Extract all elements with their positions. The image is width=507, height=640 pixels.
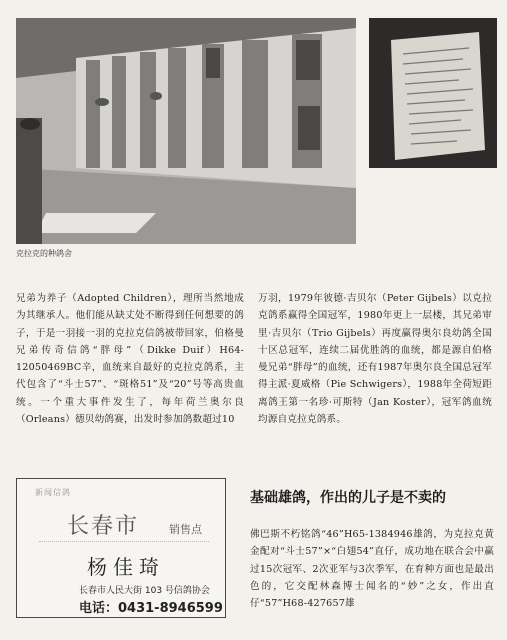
section-heading: 基础雄鸽，作出的儿子是不卖的 [250,490,446,506]
ad-city-title: 长春市 [67,514,140,539]
article-column-bottom [250,526,494,612]
article-column-left [16,290,244,428]
pedigree-document-photo [369,18,497,168]
ad-phone: 电话：0431-8946599 [79,601,223,616]
sales-point-advertisement [16,478,226,618]
article-column-right [258,290,492,428]
ad-logo: 新闻信鸽 [35,488,71,497]
pigeon-loft-illustration [16,18,356,244]
ad-address: 长春市人民大街 103 号信鸽协会 [79,586,210,596]
photo-caption: 克拉克的种鸽舍 [16,249,72,258]
article-paragraph: 万羽，1979年彼德·吉贝尔（Peter Gijbels）以克拉克鸽系赢得全国冠军，1980年更上一层楼，其兄弟审里·吉贝尔（Trio Gijbels）再度赢得奥尔良幼鸽全国十区总冠军，连续二届优胜鸽的血统，都是源自伯格曼兄弟“胖母”的血统，还有1987年奥尔良全国总冠军得主派·夏威格（Pie Schwigers），1988年全荷短距离鸽王第一名珍·可斯特（Jan Koster），冠军鸽血统均源自克拉克鸽系。 [258,293,492,426]
article-paragraph: 兄弟为养子（Adopted Children），理所当然地成为其继承人。他们能从缺丈处不断得到任何想要的鸽子，于是一羽接一羽的克拉克信鸽被带回家，伯格曼兄弟传奇信鸽“胖母”（Dikke Duif）H64-12050469BC辛，血统来自最好的克拉克鸽系，主代包含了“斗士57”、“斑格51”及“20”号等高贵血统。一个重大事件发生了，每年荷兰奥尔良（Orleans）德贝幼鸽赛，出发时参加鸽数超过10 [16,293,244,426]
ad-divider [39,541,209,543]
article-paragraph: 佛巴斯不朽铭鸽“46”H65-1384946雄鸽，为克拉克黄金配对“斗士57”×“白翅54”直仔，成功地在联合会中赢过15次冠军、2次亚军与3次季军，在育种方面也是最出色的，它交配林森博士闻名的“妙”之女，作出直仔“57”H68-427657雄 [250,529,494,610]
pigeon-loft-photo [16,18,356,244]
ad-subtitle: 销售点 [169,523,202,536]
pedigree-document-illustration [369,18,497,168]
ad-contact-name: 杨佳琦 [87,555,165,579]
